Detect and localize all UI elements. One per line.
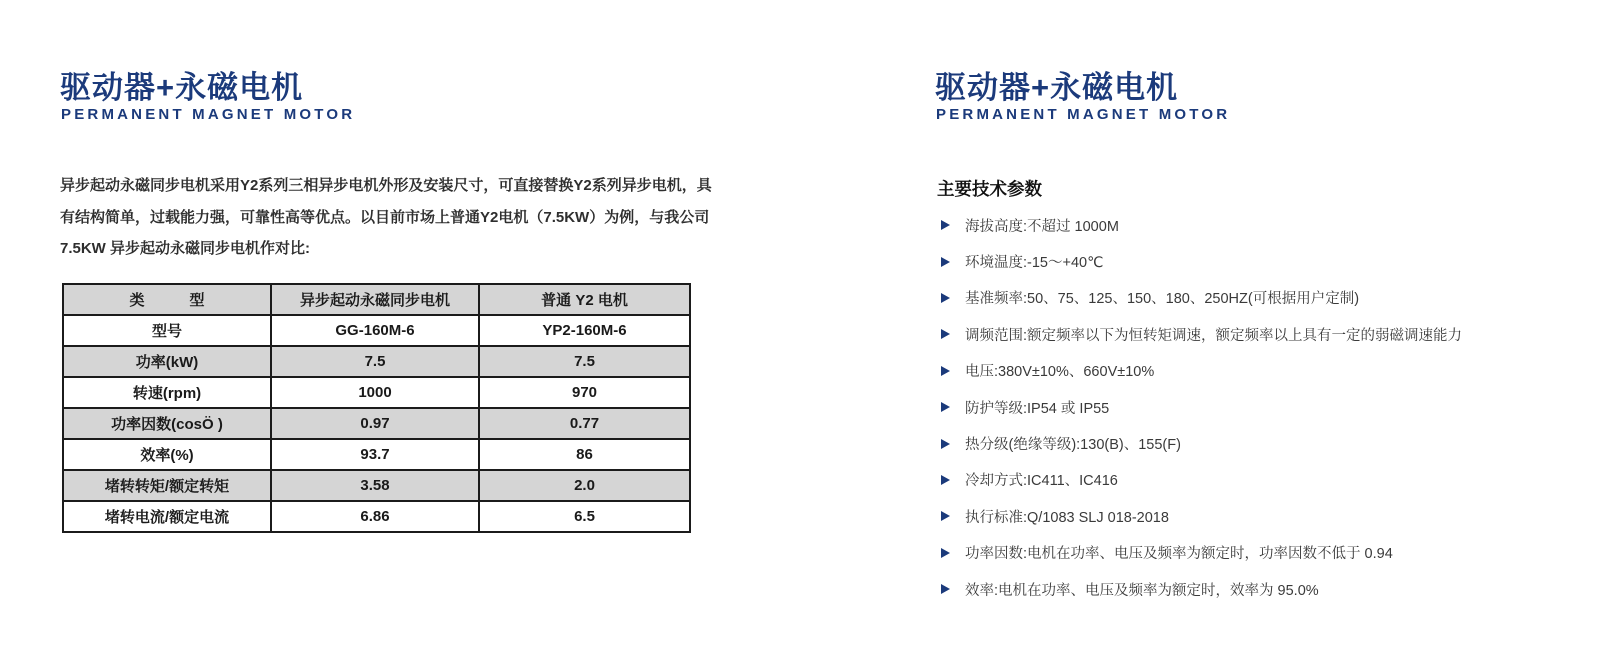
row-label: 功率因数(cosÖ )	[63, 408, 271, 439]
list-item	[941, 498, 1462, 534]
intro-line: 异步起动永磁同步电机采用Y2系列三相异步电机外形及安装尺寸，可直接替换Y2系列异步电机，具	[60, 177, 712, 194]
table-row	[63, 439, 690, 470]
table-header-y2-motor: 普通 Y2 电机	[479, 284, 690, 315]
row-label: 转速(rpm)	[63, 377, 271, 408]
table-header-row	[63, 284, 690, 315]
cell-value: GG-160M-6	[271, 315, 479, 346]
intro-line: 有结构简单，过载能力强，可靠性高等优点。以目前市场上普通Y2电机（7.5KW）为例，与我公司	[60, 208, 710, 226]
row-label: 堵转电流/额定电流	[63, 501, 271, 532]
bullet-triangle-icon	[941, 475, 950, 485]
spec-text: 电压:380V±10%、660V±10%	[965, 364, 1155, 381]
spec-text: 环境温度:-15～+40℃	[965, 255, 1104, 272]
row-label: 功率(kW)	[63, 346, 271, 377]
spec-text: 基准频率:50、75、125、150、180、250HZ(可根据用户定制)	[965, 291, 1360, 308]
bullet-triangle-icon	[941, 402, 950, 412]
spec-text: 执行标准:Q/1083 SLJ 018-2018	[965, 509, 1169, 526]
tech-params-list	[941, 207, 1462, 607]
cell-value: 93.7	[271, 439, 479, 470]
table-row	[63, 470, 690, 501]
table-row	[63, 501, 690, 532]
intro-line: 7.5KW 异步起动永磁同步电机作对比:	[60, 240, 311, 257]
list-item	[941, 571, 1462, 607]
cell-value: 2.0	[479, 470, 690, 501]
cell-value: 3.58	[271, 470, 479, 501]
bullet-triangle-icon	[941, 584, 950, 594]
spec-text: 功率因数:电机在功率、电压及频率为额定时，功率因数不低于 0.94	[965, 546, 1393, 563]
spec-text: 海拔高度:不超过 1000M	[965, 218, 1119, 235]
row-label: 型号	[63, 315, 271, 346]
spec-text: 热分级(绝缘等级):130(B)、155(F)	[965, 437, 1181, 454]
row-label: 堵转转矩/额定转矩	[63, 470, 271, 501]
bullet-triangle-icon	[941, 439, 950, 449]
table-header-type: 类 型	[63, 284, 271, 315]
list-item	[941, 535, 1462, 571]
bullet-triangle-icon	[941, 293, 950, 303]
table-row	[63, 408, 690, 439]
list-item	[941, 462, 1462, 498]
spec-text: 效率:电机在功率、电压及频率为额定时，效率为 95.0%	[965, 582, 1319, 599]
list-item	[941, 280, 1462, 316]
cell-value: 6.5	[479, 501, 690, 532]
spec-text: 防护等级:IP54 或 IP55	[965, 400, 1110, 417]
list-item	[941, 353, 1462, 389]
comparison-table	[62, 283, 691, 533]
table-row	[63, 377, 690, 408]
left-page-subtitle: PERMANENT MAGNET MOTOR	[61, 106, 356, 123]
bullet-triangle-icon	[941, 329, 950, 339]
bullet-triangle-icon	[941, 548, 950, 558]
cell-value: 7.5	[479, 346, 690, 377]
list-item	[941, 425, 1462, 461]
row-label: 效率(%)	[63, 439, 271, 470]
tech-params-heading: 主要技术参数	[937, 179, 1042, 199]
table-header-pm-motor: 异步起动永磁同步电机	[271, 284, 479, 315]
cell-value: 6.86	[271, 501, 479, 532]
cell-value: 970	[479, 377, 690, 408]
list-item	[941, 389, 1462, 425]
cell-value: 1000	[271, 377, 479, 408]
cell-value: 0.77	[479, 408, 690, 439]
cell-value: 7.5	[271, 346, 479, 377]
bullet-triangle-icon	[941, 511, 950, 521]
right-page-title: 驱动器+永磁电机	[935, 70, 1179, 105]
left-page-title: 驱动器+永磁电机	[60, 70, 304, 105]
spec-text: 调频范围:额定频率以下为恒转矩调速，额定频率以上具有一定的弱磁调速能力	[965, 327, 1463, 344]
right-page-subtitle: PERMANENT MAGNET MOTOR	[936, 106, 1231, 123]
table-row	[63, 315, 690, 346]
bullet-triangle-icon	[941, 220, 950, 230]
bullet-triangle-icon	[941, 257, 950, 267]
table-row	[63, 346, 690, 377]
list-item	[941, 243, 1462, 279]
cell-value: YP2-160M-6	[479, 315, 690, 346]
bullet-triangle-icon	[941, 366, 950, 376]
list-item	[941, 316, 1462, 352]
cell-value: 0.97	[271, 408, 479, 439]
list-item	[941, 207, 1462, 243]
intro-paragraph	[60, 170, 712, 265]
spec-text: 冷却方式:IC411、IC416	[965, 473, 1118, 490]
cell-value: 86	[479, 439, 690, 470]
